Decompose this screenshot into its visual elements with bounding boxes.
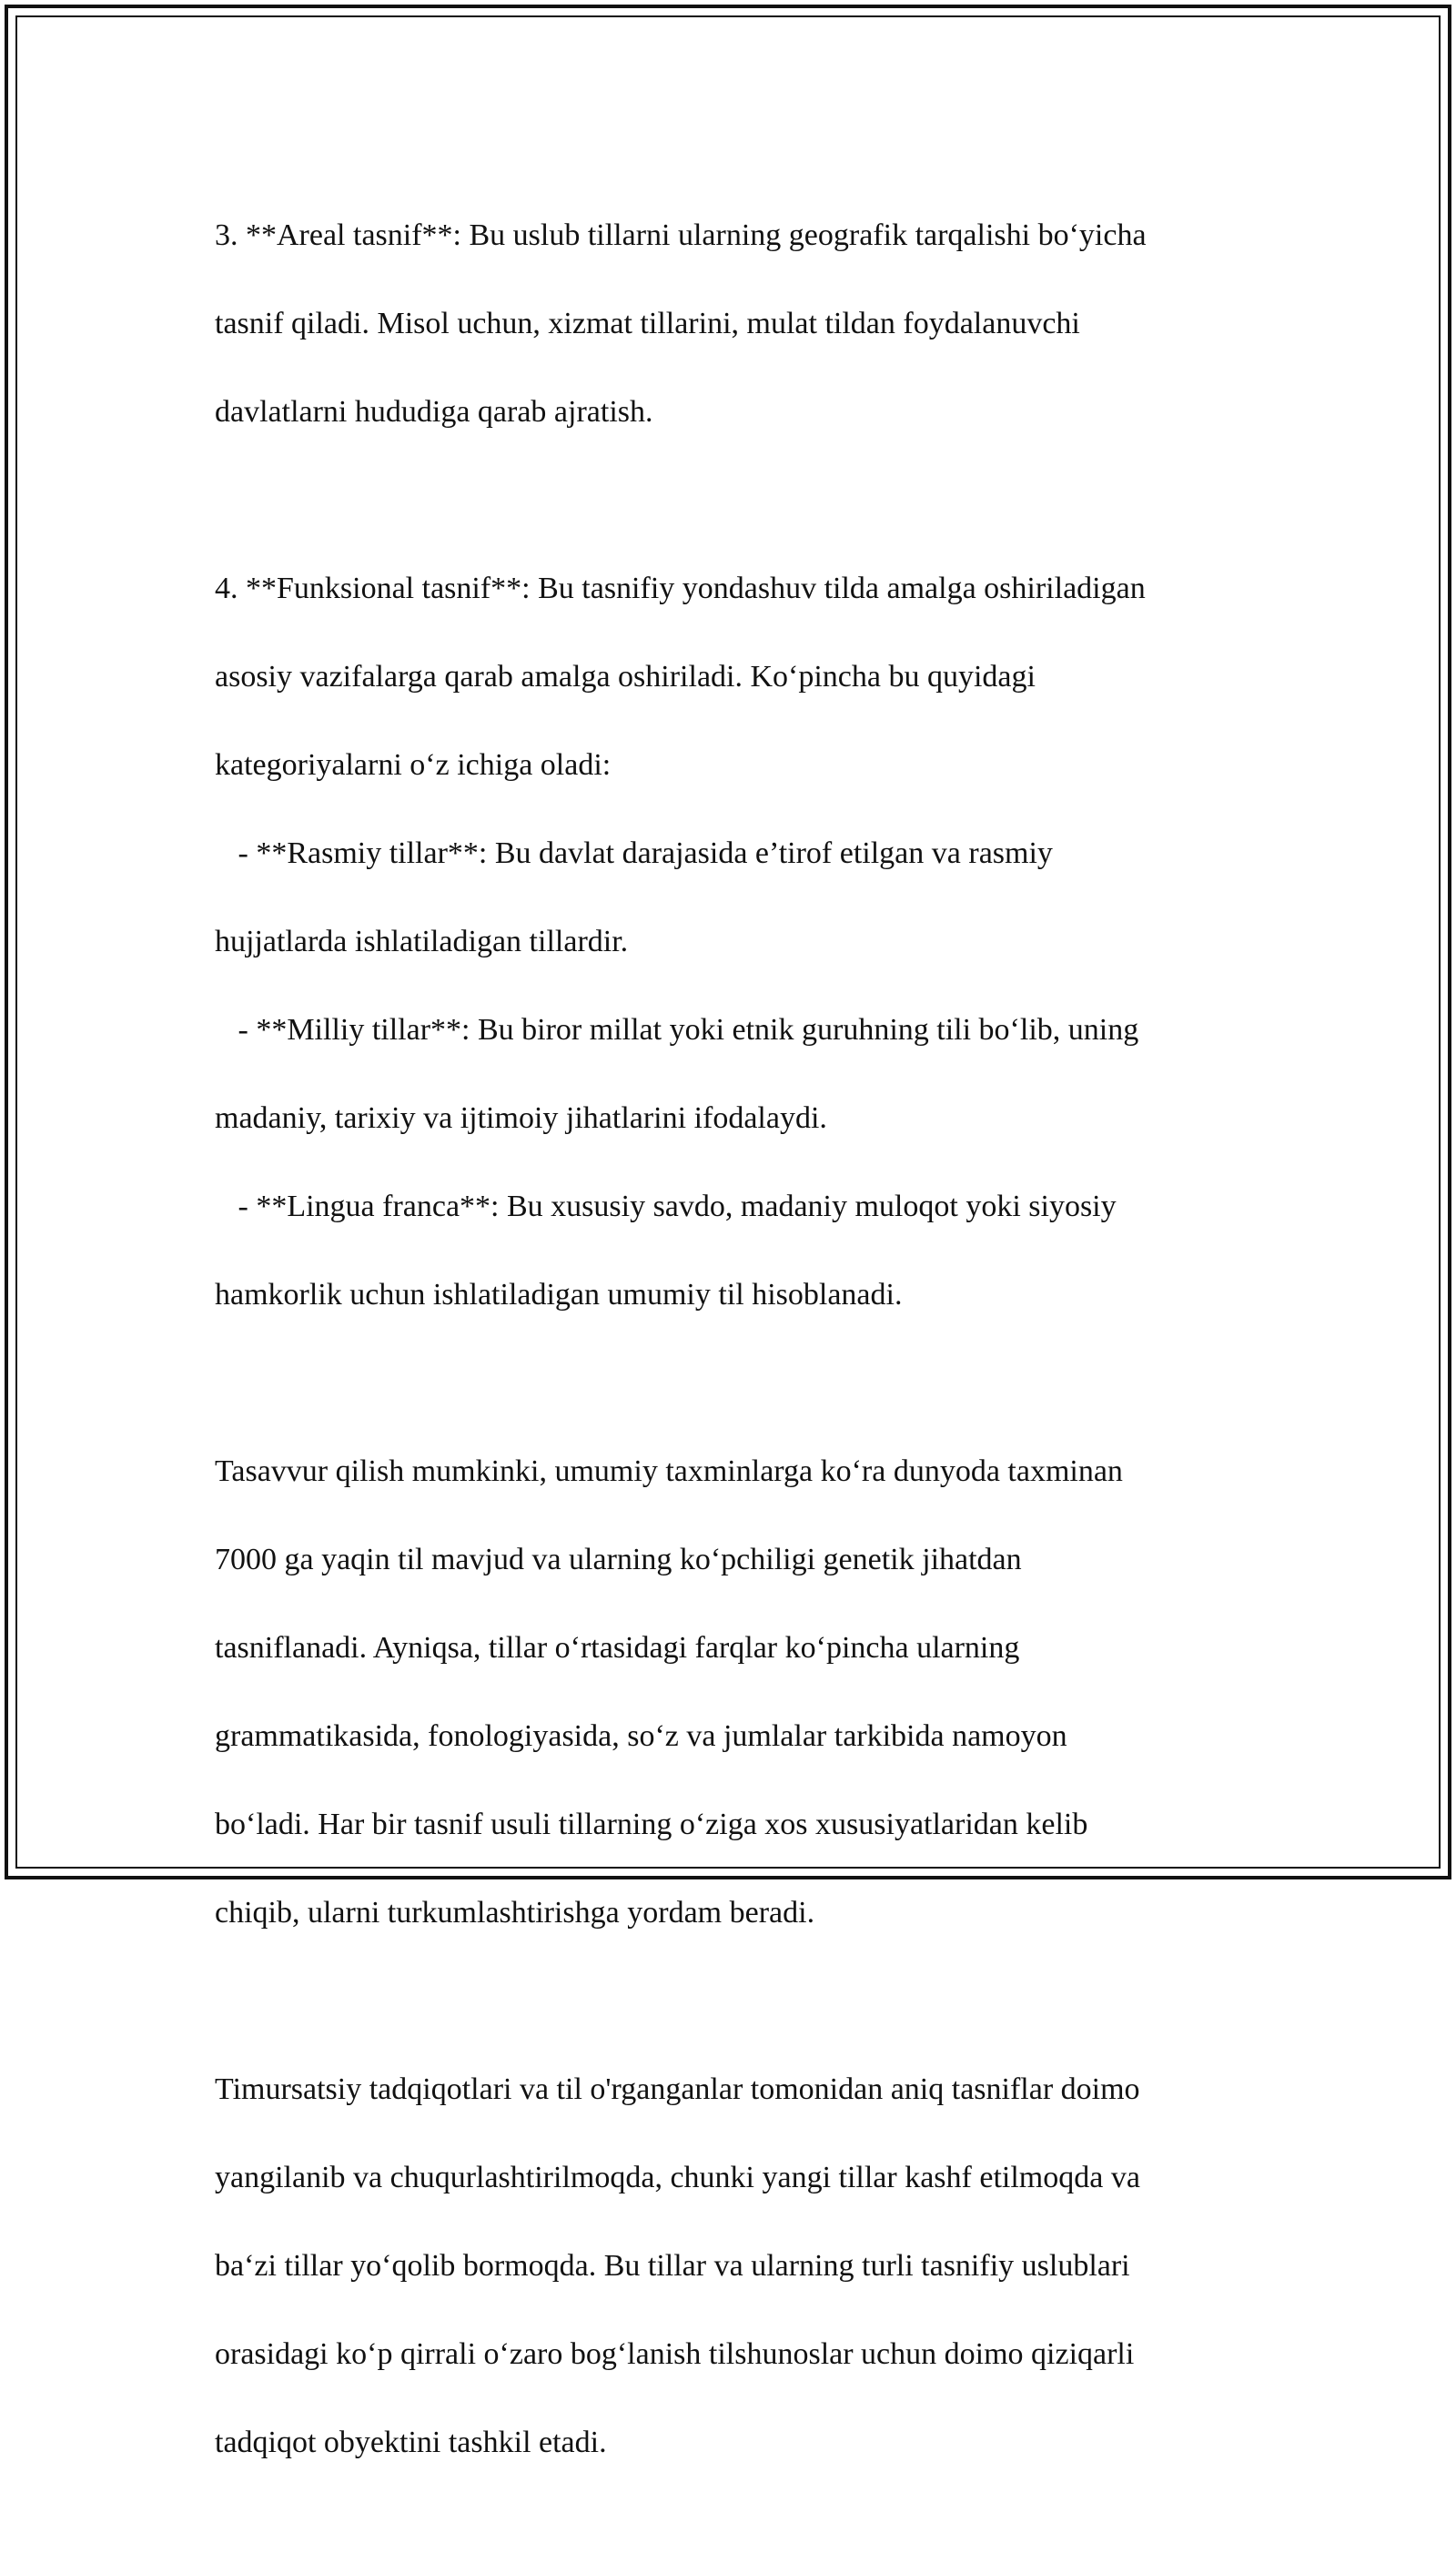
text-line: ba‘zi tillar yo‘qolib bormoqda. Bu tillar va ularning turli tasnifiy uslublari	[215, 2248, 1130, 2283]
text-line: 7000 ga yaqin til mavjud va ularning ko‘pchiligi genetik jihatdan	[215, 1542, 1022, 1576]
text-line: grammatikasida, fonologiyasida, so‘z va jumlalar tarkibida namoyon	[215, 1718, 1067, 1753]
text-line: yangilanib va chuqurlashtirilmoqda, chunki yangi tillar kashf etilmoqda va	[215, 2160, 1140, 2194]
text-line: hujjatlarda ishlatiladigan tillardir.	[215, 924, 629, 958]
text-line: kategoriyalarni o‘z ichiga oladi:	[215, 747, 612, 782]
text-line: asosiy vazifalarga qarab amalga oshiriladi. Ko‘pincha bu quyidagi	[215, 659, 1036, 694]
text-line: davlatlarni hududiga qarab ajratish.	[215, 394, 653, 429]
text-line: tasnif qiladi. Misol uchun, xizmat tillarini, mulat tildan foydalanuvchi	[215, 306, 1080, 340]
text-line: tasniflanadi. Ayniqsa, tillar o‘rtasidagi farqlar ko‘pincha ularning	[215, 1630, 1020, 1665]
text-line: hamkorlik uchun ishlatiladigan umumiy til hisoblanadi.	[215, 1277, 903, 1312]
text-line: orasidagi ko‘p qirrali o‘zaro bog‘lanish tilshunoslar uchun doimo qiziqarli	[215, 2336, 1135, 2371]
document-body	[215, 169, 1234, 2553]
paragraph-functional-classification	[215, 522, 1234, 1362]
text-line: bo‘ladi. Har bir tasnif usuli tillarning o‘ziga xos xususiyatlaridan kelib	[215, 1807, 1088, 1841]
text-line: tadqiqot obyektini tashkil etadi.	[215, 2425, 607, 2459]
text-line: Tasavvur qilish mumkinki, umumiy taxminlarga ko‘ra dunyoda taxminan	[215, 1454, 1123, 1488]
list-item-national-languages: - **Milliy tillar**: Bu biror millat yoki etnik guruhning tili bo‘lib, uning	[215, 1012, 1139, 1047]
paragraph-areal-classification	[215, 169, 1234, 479]
text-line: Timursatsiy tadqiqotlari va til o'rganganlar tomonidan aniq tasniflar doimo	[215, 2072, 1140, 2106]
text-line: 3. **Areal tasnif**: Bu uslub tillarni ularning geografik tarqalishi bo‘yicha	[215, 218, 1147, 252]
list-item-official-languages: - **Rasmiy tillar**: Bu davlat darajasida e’tirof etilgan va rasmiy	[215, 836, 1053, 870]
text-line: chiqib, ularni turkumlashtirishga yordam beradi.	[215, 1895, 815, 1930]
text-line: madaniy, tarixiy va ijtimoiy jihatlarini ifodalaydi.	[215, 1100, 827, 1135]
paragraph-research-conclusion	[215, 2023, 1234, 2509]
text-line: 4. **Funksional tasnif**: Bu tasnifiy yondashuv tilda amalga oshiriladigan	[215, 571, 1146, 605]
paragraph-language-count	[215, 1405, 1234, 1980]
list-item-lingua-franca: - **Lingua franca**: Bu xususiy savdo, madaniy muloqot yoki siyosiy	[215, 1189, 1117, 1223]
